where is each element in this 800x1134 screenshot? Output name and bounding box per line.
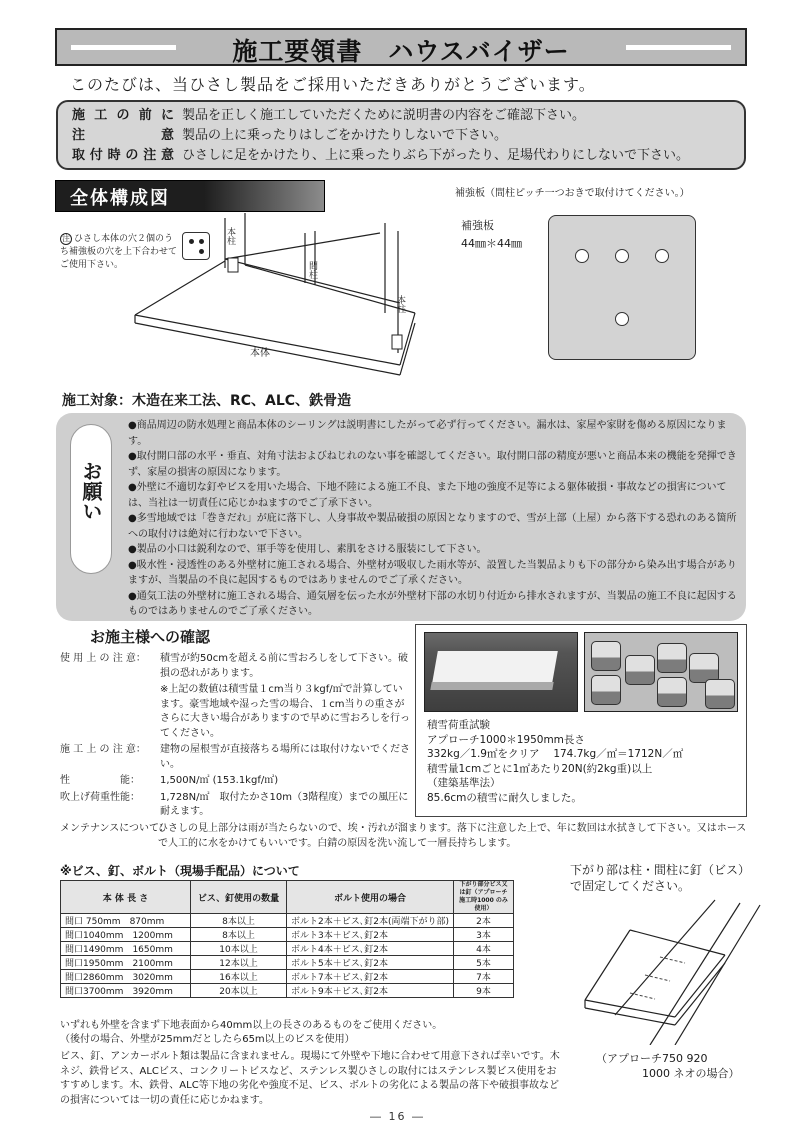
weight-drum <box>591 675 621 705</box>
post-right-label: 本柱 <box>395 295 405 313</box>
reinforcement-plate-right <box>392 335 402 349</box>
approach-note-line: 1000 ネオの場合） <box>642 1067 740 1080</box>
photo-caption-line: （建築基準法） <box>427 777 501 789</box>
photo-caption-line: 85.6cmの積雪に耐久しました。 <box>427 791 582 804</box>
panel-edge <box>430 682 553 690</box>
confirmation-text: 1,500N/㎡ (153.1kgf/㎡) <box>160 775 279 786</box>
page-number: ― 16 ― <box>370 1110 425 1123</box>
table-row <box>61 942 514 956</box>
caution-label: 取付時の注意 <box>72 148 174 163</box>
confirmation-heading: お施主様への確認 <box>90 628 211 646</box>
maintenance-text: ひさしの見上部分は雨が当たらないので、埃・汚れが溜まります。落下に注意した上で、年に数回は水拭きして下さい。又はホースで人工的に水をかけてもいいです。白錆の原因を洗い流して一層長持ちします。 <box>158 823 747 849</box>
approach-note-line: （アプローチ750 920 <box>596 1052 708 1065</box>
caution-text: 製品を正しく施工していただくために説明書の内容をご確認下さい。 <box>182 108 586 123</box>
panel-surface <box>432 651 558 683</box>
reinforcement-size: 44㎜＊44㎜ <box>461 237 522 250</box>
reinforcement-plate <box>461 215 696 360</box>
reinforcement-caption: 補強板（間柱ピッチ一つおきで取付けてください。） <box>455 188 690 199</box>
table-cell: 間口2860mm 3020mm <box>61 970 191 984</box>
column-header: ボルト使用の場合 <box>287 881 454 914</box>
table-cell: 4本 <box>453 942 513 956</box>
table-cell: 12本以上 <box>191 956 287 970</box>
confirmation-row <box>60 652 410 681</box>
table-cell: ボルト3本＋ビス､釘2本 <box>287 928 454 942</box>
column-header: 下がり部分ビス又は釘（アプローチ施工時1000 のみ使用） <box>453 881 513 914</box>
intro-text: このたびは、当ひさし製品をご採用いただきありがとうございます。 <box>70 75 596 94</box>
table-cell: 3本 <box>453 928 513 942</box>
request-item: ●製品の小口は鋭利なので、軍手等を使用し、素肌をさける服装にして下さい。 <box>128 544 487 555</box>
table-cell: 16本以上 <box>191 970 287 984</box>
request-item: ●取付開口部の水平・垂直、対角寸法およびねじれのない事を確認してください。取付開口部の精度が悪いと商品本来の機能を発揮できず、家屋の損害の原因になります。 <box>128 451 737 478</box>
weight-drum <box>625 655 655 685</box>
plate-hole <box>655 249 669 263</box>
confirmation-label: 使 用 上 の 注 意： <box>60 653 146 664</box>
table-cell: ボルト7本＋ビス､釘2本 <box>287 970 454 984</box>
section-heading: 全体構成図 <box>70 188 170 209</box>
table-cell: ボルト4本＋ビス､釘2本 <box>287 942 454 956</box>
request-item: ●多雪地域では「巻きだれ」が庇に落下し、人身事故や製品破損の原因となりますので、雪が上部（上屋）から落下する恐れのある箇所への取付けは絶対に行わないで下さい。 <box>128 513 737 540</box>
page-title-box <box>55 28 747 66</box>
table-cell: 間口3700mm 3920mm <box>61 984 191 998</box>
plate-hole <box>615 312 629 326</box>
caution-box <box>56 100 746 170</box>
confirmation-label: 性 能： <box>60 775 140 786</box>
canopy-top-edge <box>135 261 225 315</box>
screws-heading: ※ビス、釘、ボルト（現場手配品）について <box>60 864 300 878</box>
caution-text: 製品の上に乗ったりはしごをかけたりしないで下さい。 <box>182 128 508 143</box>
table-cell: 8本以上 <box>191 928 287 942</box>
table-cell: 8本以上 <box>191 914 287 928</box>
caution-label: 施工の前に <box>72 108 174 123</box>
plate-hole <box>575 249 589 263</box>
table-cell: 20本以上 <box>191 984 287 998</box>
confirmation-label <box>60 683 160 741</box>
photo-caption-line: 332kg／1.9㎡をクリア 174.7kg／㎡＝1712N／㎡ <box>427 748 684 760</box>
confirmation-row <box>60 743 410 772</box>
photo-caption <box>427 718 743 805</box>
table-cell: 間口 750mm 870mm <box>61 914 191 928</box>
request-item: ●吸水性・浸透性のある外壁材に施工される場合、外壁材が吸収した雨水等が、設置した当製品よりも下の部分から染み出す場合がありますが、当製品の不良に起因するものではありませんのでご了承ください。 <box>128 559 737 586</box>
section-header-shade <box>204 181 324 211</box>
request-item: ●外壁に不適切な釘やビスを用いた場合、下地不陸による施工不良、また下地の強度不足等による躯体破損・事故などの損害については、当社は一切責任に応じかねますのでご了承下さい。 <box>128 482 727 509</box>
confirmation-text: 積雪が約50cmを超える前に雪おろしをして下さい。破損の恐れがあります。 <box>160 653 408 679</box>
confirmation-text: ※上記の数値は積雪量１cm当り３kgf/㎡で計算しています。豪雪地域や湿った雪の場合、１cm当りの重さがさらに大きい場合がありますので早めに雪おろしを行ってください。 <box>160 684 410 739</box>
table-cell: 間口1490mm 1650mm <box>61 942 191 956</box>
table-cell: 2本 <box>453 914 513 928</box>
maintenance-row <box>60 822 750 851</box>
page-title: 施工要領書 ハウスバイザー <box>232 37 570 66</box>
confirmation-label: 施 工 上 の 注 意： <box>60 744 146 755</box>
post-middle-label: 間柱 <box>307 261 317 279</box>
table-cell: ボルト9本＋ビス､釘2本 <box>287 984 454 998</box>
caution-row <box>72 126 744 146</box>
request-list <box>128 418 740 620</box>
plate-hole <box>615 249 629 263</box>
weight-drum <box>657 643 687 673</box>
maintenance-label: メンテナンスについて： <box>60 823 169 834</box>
column-header: ビス、釘使用の数量 <box>191 881 287 914</box>
screws-note-line: いずれも外壁を含まず下地表面から40mm以上の長さのあるものをご使用ください。 <box>60 1020 443 1031</box>
body-label: 本体 <box>250 348 270 359</box>
snow-load-photo-weights <box>584 632 738 712</box>
confirmation-text: 1,728N/㎡ 取付たかさ10m（3階程度）までの風圧に耐えます。 <box>160 791 409 817</box>
column-header: 本 体 長 さ <box>61 881 191 914</box>
caution-label: 注意 <box>72 128 174 143</box>
table-cell: ボルト5本＋ビス､釘2本 <box>287 956 454 970</box>
table-cell: 7本 <box>453 970 513 984</box>
request-item: ●商品周辺の防水処理と商品本体のシーリングは説明書にしたがって必ず行ってください。漏水は、家屋や家財を傷める原因になります。 <box>128 420 727 447</box>
screws-footer: ビス、釘、アンカーボルト類は製品に含まれません。現場にて外壁や下地に合わせて用意下されば幸いです。木ネジ、鉄骨ビス、ALCビス、コンクリートビスなど、ステンレス製ひさしの取付にはステンレス製ビス使用をおすすめします。木、鉄骨、ALC等下地の劣化や強度不足、ビス、ボルトの劣化による製品の落下や破損事故などの損害については一切の責任に応じかねます。 <box>60 1051 560 1106</box>
table-cell: 間口1950mm 2100mm <box>61 956 191 970</box>
request-item: ●通気工法の外壁材に施工される場合、通気層を伝った水が外壁材下部の水切り付近から排水されますが、当製品の施工不良に起因するものではありませんのでご了承ください。 <box>128 590 737 617</box>
confirmation-row <box>60 683 410 741</box>
reinforcement-label: 補強板 <box>461 219 494 232</box>
approach-note <box>596 1051 776 1081</box>
table-cell: 間口1040mm 1200mm <box>61 928 191 942</box>
weight-drum <box>657 677 687 707</box>
table-row <box>61 928 514 942</box>
construction-target: 施工対象：木造在来工法、RC、ALC、鉄骨造 <box>62 393 352 409</box>
screws-table <box>60 880 514 998</box>
table-cell: ボルト2本＋ビス､釘2本(両端下がり部) <box>287 914 454 928</box>
diagram-note-text: ひさし本体の穴２個のうち補強板の穴を上下合わせてご使用下さい。 <box>60 234 178 270</box>
confirmation-list <box>60 652 410 822</box>
table-row <box>61 984 514 998</box>
table-row <box>61 956 514 970</box>
photo-caption-line: 積雪荷重試験 <box>427 719 490 731</box>
caution-row <box>72 146 744 166</box>
structure-diagram <box>130 213 430 383</box>
table-cell: 9本 <box>453 984 513 998</box>
weight-drum <box>705 679 735 709</box>
nail-caption: 下がり部は柱・間柱に釘（ビス）で固定してください。 <box>570 863 751 893</box>
table-cell: 10本以上 <box>191 942 287 956</box>
nail-diagram <box>575 895 765 1045</box>
table-row <box>61 914 514 928</box>
note-mark-icon: 注 <box>62 234 70 243</box>
table-header-row <box>61 881 514 914</box>
confirmation-label: 吹上げ荷重性能： <box>60 791 140 803</box>
table-cell: 5本 <box>453 956 513 970</box>
screws-note <box>60 1019 560 1047</box>
reinforcement-plate-left <box>228 258 238 272</box>
title-decoration-right <box>626 45 731 50</box>
section-header-overall <box>55 180 325 212</box>
screws-note-line: （後付の場合、外壁が25mmだとしたら65m以上のビスを使用） <box>60 1034 355 1045</box>
caution-text: ひさしに足をかけたり、上に乗ったりぶら下がったり、足場代わりにしないで下さい。 <box>182 148 690 163</box>
caution-row <box>72 106 744 126</box>
weight-drum <box>591 641 621 671</box>
photo-caption-line: 積雪量1cmごとに1㎡あたり20N(約2kg重)以上 <box>427 762 653 775</box>
confirmation-row <box>60 791 410 820</box>
post-left-label: 本柱 <box>225 227 235 245</box>
snow-load-photo-panel <box>424 632 578 712</box>
photo-caption-line: アプローチ1000＊1950mm長さ <box>427 733 585 746</box>
request-badge <box>70 424 112 574</box>
confirmation-text: 建物の屋根雪が直接落ちる場所には取付けないでください。 <box>160 744 410 770</box>
table-row <box>61 970 514 984</box>
confirmation-row <box>60 774 410 789</box>
request-title: お願い <box>79 461 103 521</box>
